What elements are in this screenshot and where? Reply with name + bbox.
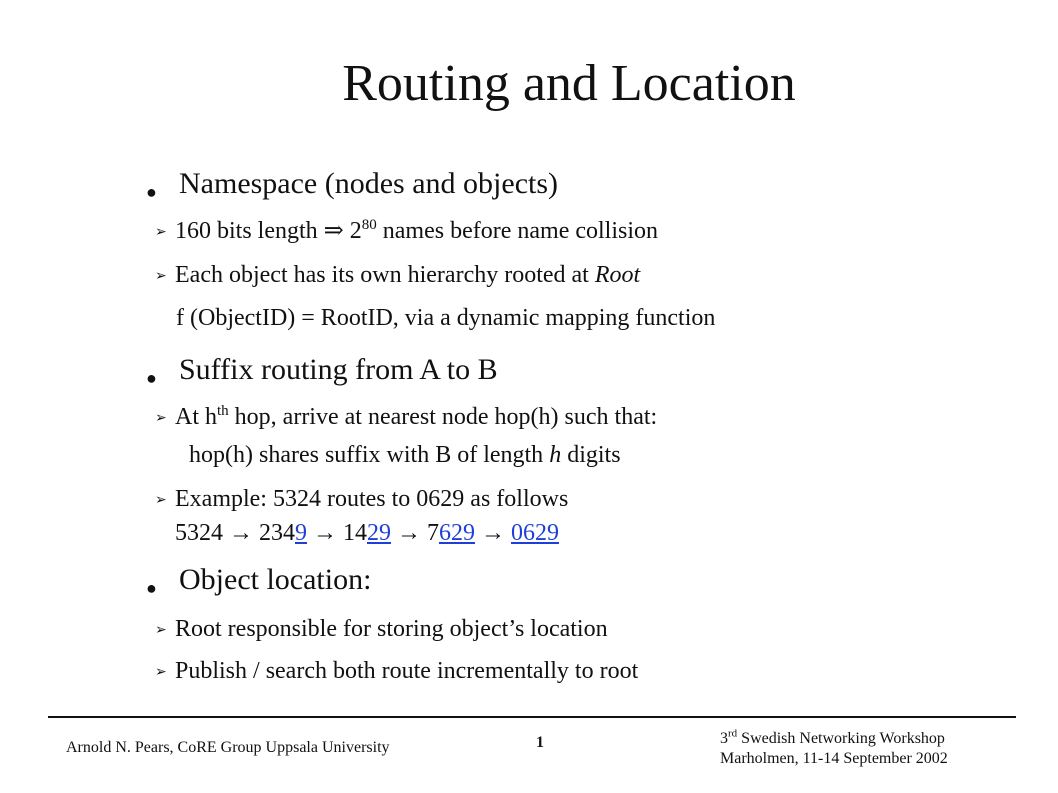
route-arrow: →	[391, 520, 427, 546]
arrow-bullet-icon: ➢	[155, 623, 167, 638]
footer-divider	[48, 716, 1016, 718]
route-start: 5324	[175, 520, 223, 546]
footer-workshop	[720, 729, 948, 769]
arrow-bullet-icon: ➢	[155, 665, 167, 680]
route-hop3: 7	[427, 520, 439, 546]
route-hop2: 14	[343, 520, 367, 546]
bullet-icon: ●	[146, 182, 157, 202]
mapping-function-text: f (ObjectID) = RootID, via a dynamic mapping function	[176, 305, 716, 331]
shares-text-end: digits	[561, 442, 621, 468]
bullet-icon: ●	[146, 578, 157, 598]
shares-suffix-text	[189, 440, 621, 470]
route-arrow: →	[475, 520, 511, 546]
route-arrow: →	[223, 520, 259, 546]
arrow-bullet-icon: ➢	[155, 269, 167, 284]
h-variable: h	[549, 442, 562, 468]
shares-text: hop(h) shares suffix with B of length	[189, 442, 550, 468]
route-hop3-suffix: 629	[439, 520, 475, 546]
footer-author: Arnold N. Pears, CoRE Group Uppsala University	[66, 739, 390, 756]
workshop-number: 3	[720, 730, 728, 747]
bits-text-end: names before name collision	[376, 218, 659, 244]
bits-text: 160 bits length ⇒ 2	[175, 218, 362, 244]
hierarchy-text: Each object has its own hierarchy rooted at	[175, 262, 595, 288]
hop-superscript: th	[217, 403, 229, 419]
publish-search-text: Publish / search both route incrementally to root	[175, 658, 639, 684]
workshop-title	[720, 729, 948, 749]
root-term: Root	[594, 262, 641, 288]
route-hop1: 234	[259, 520, 295, 546]
page-number: 1	[536, 734, 544, 751]
arrow-bullet-icon: ➢	[155, 493, 167, 508]
suffix-routing-heading: Suffix routing from A to B	[179, 353, 498, 386]
slide-title: Routing and Location	[342, 55, 796, 112]
bullet-icon: ●	[146, 368, 157, 388]
route-arrow: →	[307, 520, 343, 546]
bits-exponent: 80	[361, 217, 377, 233]
route-hop4-suffix: 0629	[511, 520, 559, 546]
route-hop2-suffix: 29	[367, 520, 391, 546]
route-sequence	[175, 518, 559, 548]
route-hop1-suffix: 9	[295, 520, 307, 546]
namespace-heading: Namespace (nodes and objects)	[179, 167, 559, 200]
hop-text: At h	[175, 404, 217, 430]
object-location-heading: Object location:	[179, 563, 372, 596]
workshop-ordinal: rd	[728, 727, 738, 740]
arrow-bullet-icon: ➢	[155, 411, 167, 426]
example-text: Example: 5324 routes to 0629 as follows	[175, 486, 569, 512]
arrow-bullet-icon: ➢	[155, 225, 167, 240]
workshop-name: Swedish Networking Workshop	[737, 730, 945, 747]
workshop-venue: Marholmen, 11-14 September 2002	[720, 750, 948, 767]
hop-text-end: hop, arrive at nearest node hop(h) such that:	[228, 404, 658, 430]
root-responsible-text: Root responsible for storing object’s location	[175, 616, 608, 642]
